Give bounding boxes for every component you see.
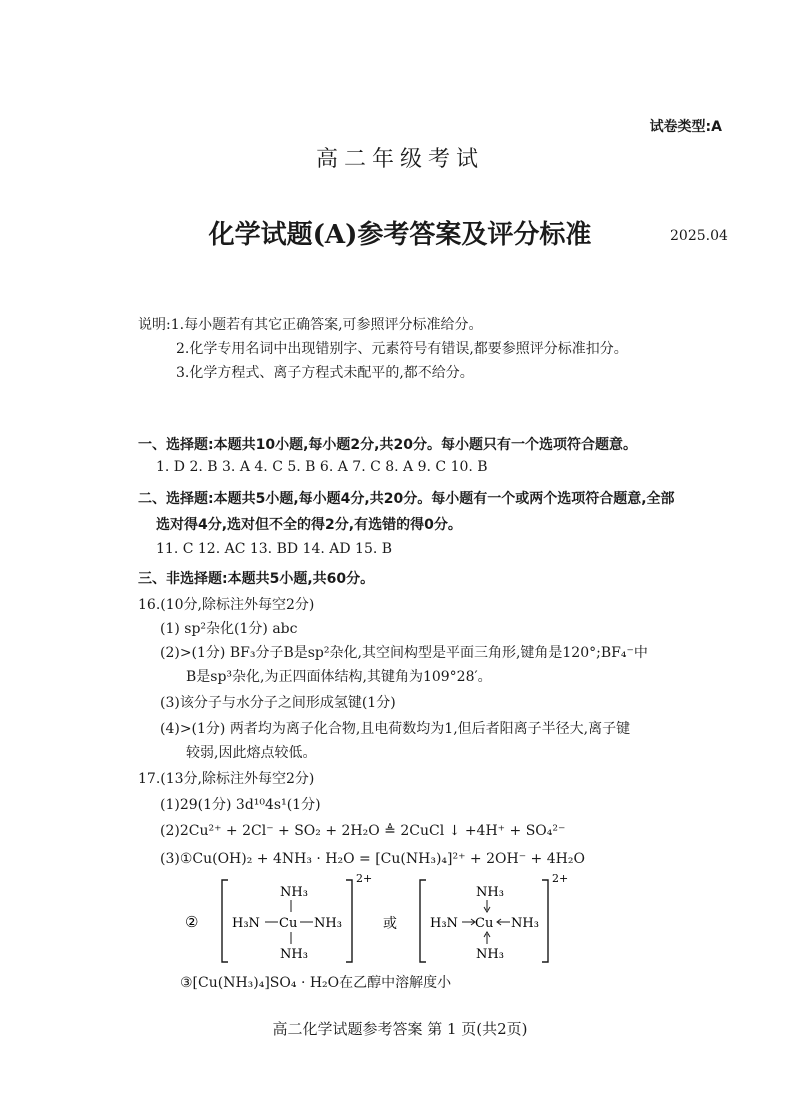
section1-answers: 1. D 2. B 3. A 4. C 5. B 6. A 7. C 8. A 9. C 10. B: [156, 459, 488, 475]
item-2-label: ②: [185, 913, 199, 931]
page-footer: 高二化学试题参考答案 第 1 页(共2页): [272, 1020, 528, 1038]
section2-answers: 11. C 12. AC 13. BD 14. AD 15. B: [156, 541, 393, 557]
note-2: 2.化学专用名词中出现错别字、元素符号有错误,都要参照评分标准扣分。: [176, 341, 628, 357]
note-1: 说明:1.每小题若有其它正确答案,可参照评分标准给分。: [138, 317, 483, 333]
or-text: 或: [383, 916, 397, 932]
right-nh3-right: NH₃: [511, 916, 539, 931]
q17-part3-1: (3)①Cu(OH)₂ + 4NH₃ · H₂O = [Cu(NH₃)₄]²⁺ + 2OH⁻ + 4H₂O: [160, 851, 585, 867]
paper-type: 试卷类型:A: [649, 119, 722, 135]
right-nh3-top: NH₃: [476, 885, 504, 900]
q16-part1: (1) sp²杂化(1分) abc: [160, 621, 298, 637]
q16-part2-line1: (2)>(1分) BF₃分子B是sp²杂化,其空间构型是平面三角形,键角是120°;BF₄⁻中: [160, 645, 648, 661]
q17-part2: (2)2Cu²⁺ + 2Cl⁻ + SO₂ + 2H₂O ≜ 2CuCl ↓ +4H⁺ + SO₄²⁻: [160, 823, 566, 839]
q16-part4-line1: (4)>(1分) 两者均为离子化合物,且电荷数均为1,但后者阳离子半径大,离子键: [160, 721, 631, 737]
left-cu: Cu: [279, 916, 298, 931]
section2-title-line1: 二、选择题:本题共5小题,每小题4分,共20分。每小题有一个或两个选项符合题意,全部: [138, 491, 675, 507]
q17-part3-3: ③[Cu(NH₃)₄]SO₄ · H₂O在乙醇中溶解度小: [180, 975, 452, 991]
grade-heading: 高二年级考试: [315, 147, 484, 172]
right-bracket-open: [420, 880, 426, 962]
right-cu: Cu: [475, 916, 494, 931]
left-nh3-top: NH₃: [280, 885, 308, 900]
right-charge: 2+: [552, 872, 569, 885]
right-h3n: H₃N: [430, 916, 458, 931]
left-nh3-bottom: NH₃: [280, 947, 308, 962]
page-title: 化学试题(A)参考答案及评分标准: [208, 220, 592, 250]
q16-head: 16.(10分,除标注外每空2分): [138, 597, 315, 613]
complex-structures-diagram: [170, 870, 590, 970]
q16-part2-line2: B是sp³杂化,为正四面体结构,其键角为109°28′。: [186, 669, 492, 685]
left-h3n: H₃N: [232, 916, 260, 931]
right-nh3-bottom: NH₃: [476, 947, 504, 962]
q17-head: 17.(13分,除标注外每空2分): [138, 771, 315, 787]
note-3: 3.化学方程式、离子方程式未配平的,都不给分。: [176, 365, 474, 381]
left-bracket-close: [346, 880, 352, 962]
exam-date: 2025.04: [670, 228, 728, 244]
left-bracket-open: [222, 880, 228, 962]
left-nh3-right: NH₃: [314, 916, 342, 931]
q17-part1: (1)29(1分) 3d¹⁰4s¹(1分): [160, 797, 321, 813]
section2-title-line2: 选对得4分,选对但不全的得2分,有选错的得0分。: [156, 517, 462, 533]
q16-part3: (3)该分子与水分子之间形成氢键(1分): [160, 695, 396, 711]
left-charge: 2+: [356, 872, 373, 885]
q16-part4-line2: 较弱,因此熔点较低。: [186, 745, 317, 761]
section1-title: 一、选择题:本题共10小题,每小题2分,共20分。每小题只有一个选项符合题意。: [138, 437, 637, 453]
section3-title: 三、非选择题:本题共5小题,共60分。: [138, 571, 375, 587]
right-bracket-close: [542, 880, 548, 962]
